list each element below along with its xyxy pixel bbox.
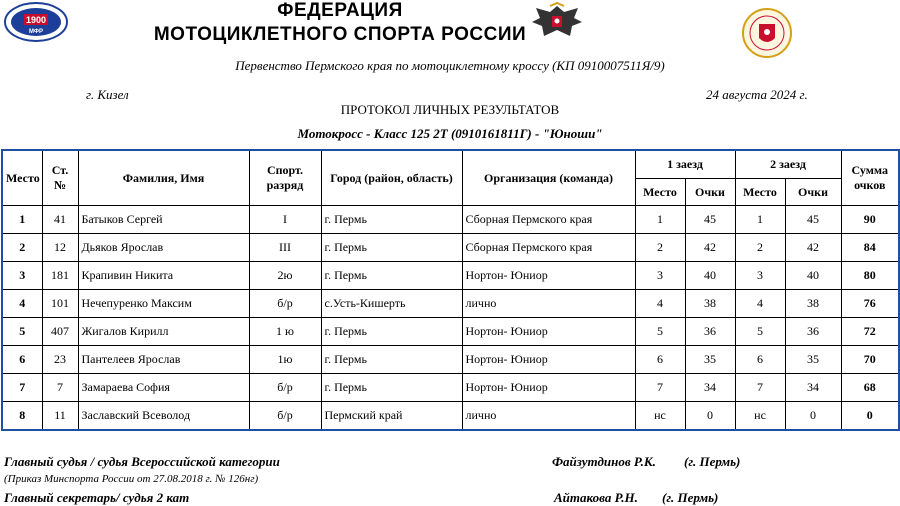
order-note: (Приказ Минспорта России от 27.08.2018 г. № 126нг): [4, 473, 259, 485]
cell-rank: 1 ю: [249, 318, 321, 346]
cell-org: Нортон- Юниор: [462, 262, 635, 290]
cell-race1-points: 36: [685, 318, 735, 346]
header-race1: 1 заезд: [635, 150, 735, 179]
cell-race1-place: 7: [635, 374, 685, 402]
table-row: [2, 234, 899, 262]
cell-name: Нечепуренко Максим: [78, 290, 249, 318]
cell-race2-points: 35: [785, 346, 841, 374]
cell-race2-place: 4: [735, 290, 785, 318]
header-number: Ст. №: [42, 150, 78, 206]
cell-org: Нортон- Юниор: [462, 374, 635, 402]
cell-rank: 1ю: [249, 346, 321, 374]
secretary-city: (г. Пермь): [662, 490, 719, 505]
cell-number: 181: [42, 262, 78, 290]
header-place: Место: [2, 150, 42, 206]
cell-name: Батыков Сергей: [78, 206, 249, 234]
cell-number: 12: [42, 234, 78, 262]
federation-title-line1: ФЕДЕРАЦИЯ: [277, 0, 403, 21]
cell-rank: б/р: [249, 290, 321, 318]
cell-city: г. Пермь: [321, 318, 462, 346]
cell-race2-points: 38: [785, 290, 841, 318]
cell-sum: 68: [841, 374, 899, 402]
cell-place: 8: [2, 402, 42, 431]
cell-race2-place: 3: [735, 262, 785, 290]
cell-sum: 70: [841, 346, 899, 374]
cell-sum: 90: [841, 206, 899, 234]
secretary-label: Главный секретарь/ судья 2 кат: [4, 490, 190, 505]
cell-race1-points: 45: [685, 206, 735, 234]
table-row: [2, 402, 899, 431]
cell-race1-place: 1: [635, 206, 685, 234]
cell-race1-place: 4: [635, 290, 685, 318]
cell-name: Жигалов Кирилл: [78, 318, 249, 346]
header-city: Город (район, область): [321, 150, 462, 206]
cell-rank: б/р: [249, 374, 321, 402]
cell-race1-points: 40: [685, 262, 735, 290]
cell-race2-points: 34: [785, 374, 841, 402]
cell-city: г. Пермь: [321, 206, 462, 234]
cell-race1-place: 3: [635, 262, 685, 290]
protocol-title: ПРОТОКОЛ ЛИЧНЫХ РЕЗУЛЬТАТОВ: [340, 102, 560, 117]
cell-number: 407: [42, 318, 78, 346]
chief-judge-label: Главный судья / судья Всероссийской категории: [4, 454, 280, 469]
header-org: Организация (команда): [462, 150, 635, 206]
cell-race1-place: 5: [635, 318, 685, 346]
cell-city: г. Пермь: [321, 262, 462, 290]
cell-place: 2: [2, 234, 42, 262]
cell-org: Сборная Пермского края: [462, 234, 635, 262]
cell-race2-points: 42: [785, 234, 841, 262]
cell-sum: 72: [841, 318, 899, 346]
svg-text:1900: 1900: [25, 15, 47, 25]
championship-subtitle: Первенство Пермского края по мотоциклетному кроссу (КП 0910007511Я/9): [235, 58, 665, 73]
cell-rank: б/р: [249, 402, 321, 431]
cell-number: 23: [42, 346, 78, 374]
table-row: [2, 374, 899, 402]
perm-region-emblem-icon: [740, 8, 794, 58]
secretary-name: Айтакова Р.Н.: [554, 490, 638, 505]
cell-name: Дьяков Ярослав: [78, 234, 249, 262]
event-date: 24 августа 2024 г.: [706, 87, 808, 102]
chief-judge-city: (г. Пермь): [684, 454, 741, 469]
header-race2: 2 заезд: [735, 150, 841, 179]
cell-city: г. Пермь: [321, 374, 462, 402]
cell-race2-place: 7: [735, 374, 785, 402]
federation-title-line2: МОТОЦИКЛЕТНОГО СПОРТА РОССИИ: [153, 24, 527, 45]
cell-race1-points: 42: [685, 234, 735, 262]
cell-city: г. Пермь: [321, 234, 462, 262]
cell-sum: 80: [841, 262, 899, 290]
cell-race2-points: 36: [785, 318, 841, 346]
cell-race2-place: 1: [735, 206, 785, 234]
cell-org: Нортон- Юниор: [462, 346, 635, 374]
table-row: [2, 206, 899, 234]
mfr-logo: [4, 2, 68, 42]
cell-sum: 84: [841, 234, 899, 262]
cell-place: 1: [2, 206, 42, 234]
cell-rank: III: [249, 234, 321, 262]
header-race1-place: Место: [635, 179, 685, 206]
header-name: Фамилия, Имя: [78, 150, 249, 206]
cell-city: с.Усть-Кишерть: [321, 290, 462, 318]
cell-city: г. Пермь: [321, 346, 462, 374]
cell-name: Замараева София: [78, 374, 249, 402]
cell-race1-place: 6: [635, 346, 685, 374]
cell-place: 5: [2, 318, 42, 346]
header-sum: Сумма очков: [841, 150, 899, 206]
cell-number: 41: [42, 206, 78, 234]
svg-text:МФР: МФР: [28, 29, 44, 35]
table-row: [2, 290, 899, 318]
cell-org: лично: [462, 290, 635, 318]
cell-org: Нортон- Юниор: [462, 318, 635, 346]
cell-race2-place: 6: [735, 346, 785, 374]
cell-place: 3: [2, 262, 42, 290]
cell-race2-place: 5: [735, 318, 785, 346]
cell-race1-place: 2: [635, 234, 685, 262]
cell-name: Крапивин Никита: [78, 262, 249, 290]
cell-race1-points: 38: [685, 290, 735, 318]
cell-race2-points: 40: [785, 262, 841, 290]
chief-judge-name: Файзутдинов Р.К.: [552, 454, 656, 469]
table-row: [2, 346, 899, 374]
class-title: Мотокросс - Класс 125 2Т (0910161811Г) - "Юноши": [297, 126, 603, 141]
cell-rank: 2ю: [249, 262, 321, 290]
cell-org: лично: [462, 402, 635, 431]
cell-race2-points: 0: [785, 402, 841, 431]
cell-city: Пермский край: [321, 402, 462, 431]
cell-race2-place: нс: [735, 402, 785, 431]
cell-place: 4: [2, 290, 42, 318]
cell-sum: 0: [841, 402, 899, 431]
header-race2-place: Место: [735, 179, 785, 206]
cell-org: Сборная Пермского края: [462, 206, 635, 234]
cell-name: Пантелеев Ярослав: [78, 346, 249, 374]
cell-number: 101: [42, 290, 78, 318]
cell-sum: 76: [841, 290, 899, 318]
cell-number: 11: [42, 402, 78, 431]
cell-name: Заславский Всеволод: [78, 402, 249, 431]
results-table: [1, 149, 900, 431]
table-row: [2, 262, 899, 290]
cell-race2-points: 45: [785, 206, 841, 234]
header-rank: Спорт. разряд: [249, 150, 321, 206]
cell-race1-points: 0: [685, 402, 735, 431]
cell-race1-points: 35: [685, 346, 735, 374]
header-race1-points: Очки: [685, 179, 735, 206]
event-city: г. Кизел: [86, 87, 129, 102]
cell-race1-points: 34: [685, 374, 735, 402]
cell-rank: I: [249, 206, 321, 234]
header-race2-points: Очки: [785, 179, 841, 206]
cell-number: 7: [42, 374, 78, 402]
cell-race2-place: 2: [735, 234, 785, 262]
table-row: [2, 318, 899, 346]
cell-place: 7: [2, 374, 42, 402]
cell-place: 6: [2, 346, 42, 374]
cell-race1-place: нс: [635, 402, 685, 431]
